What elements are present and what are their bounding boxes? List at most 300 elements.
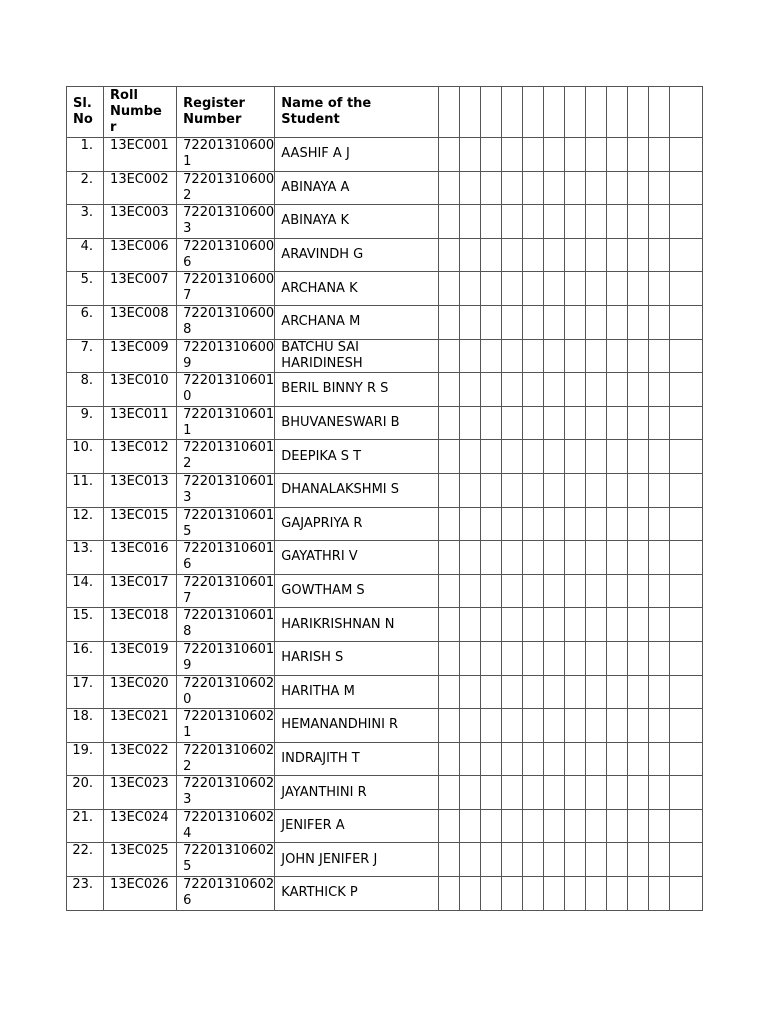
blank-cell bbox=[522, 473, 543, 507]
blank-cell bbox=[648, 843, 669, 877]
blank-cell bbox=[606, 473, 627, 507]
blank-column-header bbox=[564, 87, 585, 138]
blank-cell bbox=[522, 809, 543, 843]
roll-number-cell: 13EC008 bbox=[104, 305, 177, 339]
table-row bbox=[67, 809, 703, 843]
blank-cell bbox=[543, 608, 564, 642]
blank-cell bbox=[459, 339, 480, 373]
blank-cell bbox=[501, 574, 522, 608]
student-name-cell: HEMANANDHINI R bbox=[275, 709, 438, 743]
sl-no-cell: 20. bbox=[67, 776, 104, 810]
register-number-cell: 722013106016 bbox=[177, 541, 275, 575]
roll-number-cell: 13EC022 bbox=[104, 742, 177, 776]
blank-cell bbox=[606, 843, 627, 877]
blank-cell bbox=[669, 171, 702, 205]
blank-cell bbox=[543, 776, 564, 810]
sl-no-cell: 15. bbox=[67, 608, 104, 642]
sl-no-cell: 18. bbox=[67, 709, 104, 743]
blank-cell bbox=[648, 877, 669, 911]
blank-cell bbox=[522, 171, 543, 205]
sl-no-cell: 23. bbox=[67, 877, 104, 911]
blank-cell bbox=[438, 272, 459, 306]
blank-cell bbox=[648, 305, 669, 339]
blank-cell bbox=[585, 641, 606, 675]
blank-cell bbox=[459, 776, 480, 810]
roll-number-cell: 13EC009 bbox=[104, 339, 177, 373]
blank-cell bbox=[606, 171, 627, 205]
blank-column-header bbox=[438, 87, 459, 138]
student-name-cell: DEEPIKA S T bbox=[275, 440, 438, 474]
blank-cell bbox=[564, 776, 585, 810]
table-row bbox=[67, 272, 703, 306]
blank-cell bbox=[438, 473, 459, 507]
blank-cell bbox=[564, 641, 585, 675]
blank-cell bbox=[522, 776, 543, 810]
blank-cell bbox=[627, 339, 648, 373]
blank-cell bbox=[438, 541, 459, 575]
blank-cell bbox=[438, 238, 459, 272]
sl-no-cell: 13. bbox=[67, 541, 104, 575]
table-row bbox=[67, 339, 703, 373]
blank-cell bbox=[585, 541, 606, 575]
blank-cell bbox=[501, 809, 522, 843]
blank-cell bbox=[459, 877, 480, 911]
blank-cell bbox=[564, 507, 585, 541]
blank-cell bbox=[648, 574, 669, 608]
register-number-cell: 722013106012 bbox=[177, 440, 275, 474]
sl-no-cell: 22. bbox=[67, 843, 104, 877]
roll-number-cell: 13EC011 bbox=[104, 406, 177, 440]
blank-cell bbox=[606, 776, 627, 810]
blank-cell bbox=[564, 675, 585, 709]
blank-cell bbox=[648, 238, 669, 272]
blank-cell bbox=[543, 809, 564, 843]
blank-column-header bbox=[459, 87, 480, 138]
roll-number-header: Roll Numbe r bbox=[104, 87, 177, 138]
blank-cell bbox=[543, 238, 564, 272]
blank-cell bbox=[459, 171, 480, 205]
blank-cell bbox=[669, 843, 702, 877]
sl-no-cell: 4. bbox=[67, 238, 104, 272]
blank-cell bbox=[606, 675, 627, 709]
blank-cell bbox=[501, 507, 522, 541]
blank-cell bbox=[459, 272, 480, 306]
blank-cell bbox=[438, 574, 459, 608]
blank-cell bbox=[564, 709, 585, 743]
blank-cell bbox=[438, 877, 459, 911]
table-row bbox=[67, 138, 703, 172]
blank-cell bbox=[438, 138, 459, 172]
blank-cell bbox=[585, 138, 606, 172]
student-name-cell: BHUVANESWARI B bbox=[275, 406, 438, 440]
blank-cell bbox=[522, 574, 543, 608]
student-name-cell: ABINAYA A bbox=[275, 171, 438, 205]
blank-cell bbox=[459, 373, 480, 407]
roll-number-cell: 13EC012 bbox=[104, 440, 177, 474]
blank-cell bbox=[648, 809, 669, 843]
blank-cell bbox=[585, 171, 606, 205]
blank-cell bbox=[564, 205, 585, 239]
blank-cell bbox=[627, 171, 648, 205]
blank-cell bbox=[669, 205, 702, 239]
student-name-cell: AASHIF A J bbox=[275, 138, 438, 172]
blank-cell bbox=[480, 608, 501, 642]
blank-cell bbox=[543, 709, 564, 743]
blank-cell bbox=[627, 709, 648, 743]
roll-number-cell: 13EC007 bbox=[104, 272, 177, 306]
blank-cell bbox=[606, 339, 627, 373]
register-number-cell: 722013106010 bbox=[177, 373, 275, 407]
student-roster-table bbox=[66, 86, 703, 911]
blank-cell bbox=[564, 305, 585, 339]
blank-cell bbox=[543, 305, 564, 339]
blank-cell bbox=[459, 507, 480, 541]
blank-cell bbox=[438, 742, 459, 776]
sl-no-cell: 12. bbox=[67, 507, 104, 541]
table-row bbox=[67, 742, 703, 776]
table-row bbox=[67, 641, 703, 675]
blank-cell bbox=[438, 843, 459, 877]
blank-cell bbox=[459, 138, 480, 172]
blank-cell bbox=[438, 709, 459, 743]
blank-cell bbox=[648, 507, 669, 541]
blank-cell bbox=[627, 238, 648, 272]
roll-number-cell: 13EC015 bbox=[104, 507, 177, 541]
blank-cell bbox=[543, 541, 564, 575]
blank-cell bbox=[669, 641, 702, 675]
blank-cell bbox=[522, 877, 543, 911]
blank-cell bbox=[606, 574, 627, 608]
blank-cell bbox=[480, 440, 501, 474]
blank-cell bbox=[606, 205, 627, 239]
blank-cell bbox=[564, 440, 585, 474]
blank-column-header bbox=[480, 87, 501, 138]
blank-cell bbox=[585, 305, 606, 339]
blank-cell bbox=[501, 641, 522, 675]
blank-cell bbox=[606, 541, 627, 575]
table-row bbox=[67, 406, 703, 440]
blank-column-header bbox=[585, 87, 606, 138]
register-number-cell: 722013106006 bbox=[177, 238, 275, 272]
blank-cell bbox=[564, 138, 585, 172]
blank-cell bbox=[543, 843, 564, 877]
blank-cell bbox=[543, 440, 564, 474]
blank-cell bbox=[459, 541, 480, 575]
blank-cell bbox=[564, 373, 585, 407]
blank-cell bbox=[501, 608, 522, 642]
blank-cell bbox=[522, 305, 543, 339]
register-number-cell: 722013106019 bbox=[177, 641, 275, 675]
blank-cell bbox=[459, 238, 480, 272]
blank-cell bbox=[669, 272, 702, 306]
blank-cell bbox=[522, 205, 543, 239]
blank-cell bbox=[564, 608, 585, 642]
roll-number-cell: 13EC017 bbox=[104, 574, 177, 608]
blank-cell bbox=[501, 877, 522, 911]
blank-cell bbox=[585, 507, 606, 541]
blank-cell bbox=[564, 238, 585, 272]
blank-cell bbox=[606, 440, 627, 474]
blank-cell bbox=[648, 440, 669, 474]
roll-number-cell: 13EC023 bbox=[104, 776, 177, 810]
blank-cell bbox=[480, 473, 501, 507]
register-number-cell: 722013106022 bbox=[177, 742, 275, 776]
blank-cell bbox=[480, 809, 501, 843]
blank-cell bbox=[585, 809, 606, 843]
blank-cell bbox=[669, 675, 702, 709]
student-name-cell: INDRAJITH T bbox=[275, 742, 438, 776]
blank-cell bbox=[522, 843, 543, 877]
register-number-cell: 722013106013 bbox=[177, 473, 275, 507]
blank-cell bbox=[459, 305, 480, 339]
blank-cell bbox=[627, 138, 648, 172]
blank-cell bbox=[480, 574, 501, 608]
blank-cell bbox=[669, 541, 702, 575]
sl-no-cell: 7. bbox=[67, 339, 104, 373]
table-row bbox=[67, 473, 703, 507]
student-name-cell: HARITHA M bbox=[275, 675, 438, 709]
register-number-cell: 722013106008 bbox=[177, 305, 275, 339]
blank-cell bbox=[669, 507, 702, 541]
blank-cell bbox=[606, 138, 627, 172]
blank-cell bbox=[501, 709, 522, 743]
blank-cell bbox=[606, 272, 627, 306]
blank-cell bbox=[627, 373, 648, 407]
blank-cell bbox=[585, 339, 606, 373]
blank-cell bbox=[627, 843, 648, 877]
blank-cell bbox=[585, 406, 606, 440]
blank-cell bbox=[480, 138, 501, 172]
register-number-cell: 722013106023 bbox=[177, 776, 275, 810]
roll-number-cell: 13EC003 bbox=[104, 205, 177, 239]
blank-cell bbox=[522, 272, 543, 306]
register-number-cell: 722013106017 bbox=[177, 574, 275, 608]
blank-cell bbox=[543, 138, 564, 172]
blank-cell bbox=[564, 541, 585, 575]
blank-cell bbox=[585, 843, 606, 877]
blank-cell bbox=[438, 373, 459, 407]
blank-cell bbox=[648, 541, 669, 575]
blank-cell bbox=[480, 171, 501, 205]
blank-cell bbox=[627, 742, 648, 776]
student-name-cell: ARCHANA K bbox=[275, 272, 438, 306]
roll-number-cell: 13EC025 bbox=[104, 843, 177, 877]
table-header-row bbox=[67, 87, 703, 138]
blank-cell bbox=[585, 608, 606, 642]
blank-cell bbox=[459, 709, 480, 743]
table-row bbox=[67, 843, 703, 877]
blank-cell bbox=[501, 138, 522, 172]
blank-cell bbox=[606, 809, 627, 843]
blank-cell bbox=[627, 574, 648, 608]
blank-cell bbox=[648, 608, 669, 642]
sl-no-cell: 14. bbox=[67, 574, 104, 608]
student-name-cell: JOHN JENIFER J bbox=[275, 843, 438, 877]
blank-cell bbox=[522, 138, 543, 172]
register-number-cell: 722013106025 bbox=[177, 843, 275, 877]
blank-cell bbox=[564, 809, 585, 843]
blank-cell bbox=[480, 742, 501, 776]
blank-cell bbox=[543, 507, 564, 541]
blank-cell bbox=[522, 541, 543, 575]
blank-cell bbox=[501, 373, 522, 407]
blank-cell bbox=[585, 709, 606, 743]
blank-cell bbox=[438, 675, 459, 709]
student-name-cell: HARIKRISHNAN N bbox=[275, 608, 438, 642]
blank-cell bbox=[669, 138, 702, 172]
student-name-cell: BATCHU SAI HARIDINESH bbox=[275, 339, 438, 373]
blank-cell bbox=[459, 574, 480, 608]
blank-cell bbox=[459, 675, 480, 709]
blank-cell bbox=[480, 843, 501, 877]
blank-cell bbox=[648, 138, 669, 172]
sl-no-cell: 8. bbox=[67, 373, 104, 407]
sl-no-cell: 16. bbox=[67, 641, 104, 675]
blank-cell bbox=[543, 272, 564, 306]
blank-cell bbox=[585, 440, 606, 474]
blank-cell bbox=[438, 339, 459, 373]
table-row bbox=[67, 305, 703, 339]
blank-cell bbox=[585, 877, 606, 911]
blank-cell bbox=[585, 205, 606, 239]
table-row bbox=[67, 205, 703, 239]
blank-cell bbox=[501, 339, 522, 373]
blank-column-header bbox=[501, 87, 522, 138]
student-name-cell: ARCHANA M bbox=[275, 305, 438, 339]
blank-cell bbox=[501, 776, 522, 810]
blank-cell bbox=[648, 776, 669, 810]
roll-number-cell: 13EC006 bbox=[104, 238, 177, 272]
blank-cell bbox=[522, 440, 543, 474]
blank-cell bbox=[459, 742, 480, 776]
blank-cell bbox=[501, 742, 522, 776]
blank-cell bbox=[459, 205, 480, 239]
blank-cell bbox=[522, 507, 543, 541]
sl-no-cell: 1. bbox=[67, 138, 104, 172]
table-row bbox=[67, 541, 703, 575]
table-row bbox=[67, 574, 703, 608]
blank-cell bbox=[606, 742, 627, 776]
blank-cell bbox=[669, 406, 702, 440]
blank-cell bbox=[627, 406, 648, 440]
blank-cell bbox=[480, 675, 501, 709]
student-name-cell: GAJAPRIYA R bbox=[275, 507, 438, 541]
register-number-cell: 722013106007 bbox=[177, 272, 275, 306]
blank-cell bbox=[585, 675, 606, 709]
sl-no-cell: 9. bbox=[67, 406, 104, 440]
blank-cell bbox=[438, 776, 459, 810]
blank-cell bbox=[669, 440, 702, 474]
blank-column-header bbox=[669, 87, 702, 138]
blank-cell bbox=[480, 406, 501, 440]
blank-cell bbox=[648, 641, 669, 675]
blank-cell bbox=[648, 205, 669, 239]
register-number-cell: 722013106011 bbox=[177, 406, 275, 440]
blank-cell bbox=[606, 709, 627, 743]
table-row bbox=[67, 675, 703, 709]
blank-cell bbox=[585, 238, 606, 272]
blank-cell bbox=[501, 171, 522, 205]
blank-cell bbox=[648, 171, 669, 205]
blank-column-header bbox=[648, 87, 669, 138]
blank-cell bbox=[648, 742, 669, 776]
blank-cell bbox=[543, 339, 564, 373]
blank-cell bbox=[501, 205, 522, 239]
blank-cell bbox=[564, 406, 585, 440]
blank-cell bbox=[522, 709, 543, 743]
sl-no-cell: 11. bbox=[67, 473, 104, 507]
student-name-cell: JENIFER A bbox=[275, 809, 438, 843]
blank-cell bbox=[669, 473, 702, 507]
table-row bbox=[67, 238, 703, 272]
student-name-cell: DHANALAKSHMI S bbox=[275, 473, 438, 507]
blank-cell bbox=[501, 406, 522, 440]
blank-cell bbox=[585, 473, 606, 507]
roll-number-cell: 13EC021 bbox=[104, 709, 177, 743]
blank-cell bbox=[522, 675, 543, 709]
blank-cell bbox=[438, 809, 459, 843]
roll-number-cell: 13EC001 bbox=[104, 138, 177, 172]
blank-column-header bbox=[606, 87, 627, 138]
blank-cell bbox=[648, 406, 669, 440]
roll-number-cell: 13EC016 bbox=[104, 541, 177, 575]
blank-cell bbox=[438, 440, 459, 474]
sl-no-cell: 3. bbox=[67, 205, 104, 239]
blank-cell bbox=[648, 473, 669, 507]
register-number-cell: 722013106015 bbox=[177, 507, 275, 541]
roll-number-cell: 13EC010 bbox=[104, 373, 177, 407]
blank-cell bbox=[438, 507, 459, 541]
blank-cell bbox=[669, 809, 702, 843]
blank-cell bbox=[480, 339, 501, 373]
blank-cell bbox=[648, 373, 669, 407]
blank-cell bbox=[543, 675, 564, 709]
blank-cell bbox=[627, 641, 648, 675]
blank-cell bbox=[669, 742, 702, 776]
blank-column-header bbox=[543, 87, 564, 138]
blank-cell bbox=[480, 507, 501, 541]
blank-cell bbox=[585, 574, 606, 608]
blank-cell bbox=[438, 305, 459, 339]
blank-cell bbox=[459, 809, 480, 843]
blank-cell bbox=[606, 238, 627, 272]
blank-cell bbox=[522, 238, 543, 272]
blank-cell bbox=[648, 339, 669, 373]
blank-cell bbox=[669, 238, 702, 272]
blank-cell bbox=[627, 809, 648, 843]
roll-number-cell: 13EC024 bbox=[104, 809, 177, 843]
blank-cell bbox=[543, 473, 564, 507]
table-row bbox=[67, 440, 703, 474]
blank-cell bbox=[543, 641, 564, 675]
blank-cell bbox=[543, 171, 564, 205]
blank-cell bbox=[669, 608, 702, 642]
blank-cell bbox=[501, 305, 522, 339]
blank-cell bbox=[585, 373, 606, 407]
blank-cell bbox=[648, 709, 669, 743]
blank-cell bbox=[564, 339, 585, 373]
blank-cell bbox=[501, 675, 522, 709]
register-number-cell: 722013106001 bbox=[177, 138, 275, 172]
table-row bbox=[67, 709, 703, 743]
blank-cell bbox=[606, 608, 627, 642]
blank-cell bbox=[669, 373, 702, 407]
blank-cell bbox=[459, 473, 480, 507]
student-name-cell: BERIL BINNY R S bbox=[275, 373, 438, 407]
blank-cell bbox=[543, 205, 564, 239]
blank-column-header bbox=[522, 87, 543, 138]
blank-cell bbox=[648, 675, 669, 709]
